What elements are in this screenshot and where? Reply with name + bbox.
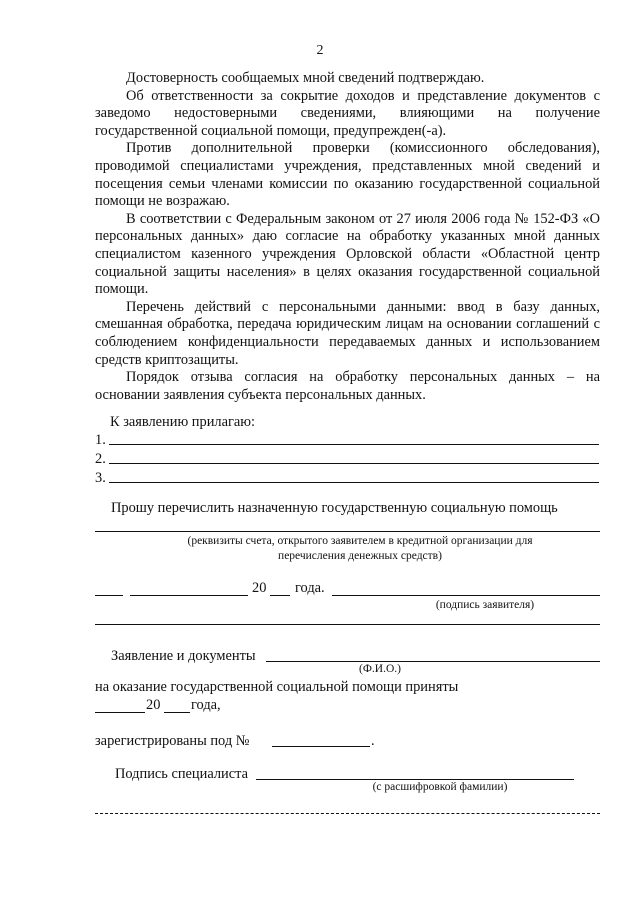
- transfer-request-text: Прошу перечислить назначенную государственную социальную помощь: [111, 500, 558, 516]
- fio-caption: (Ф.И.О.): [359, 663, 401, 675]
- registration-number-line[interactable]: [272, 746, 370, 747]
- attachment-line-3[interactable]: [109, 482, 599, 483]
- applicant-signature-caption: (подпись заявителя): [435, 599, 535, 611]
- specialist-caption: (с расшифровкой фамилии): [372, 781, 508, 793]
- applicant-signature-line[interactable]: [332, 595, 600, 596]
- accepted-year-line[interactable]: [164, 712, 190, 713]
- accepted-date-line[interactable]: [95, 712, 145, 713]
- attachments-heading: К заявлению прилагаю:: [110, 414, 256, 430]
- attachment-number-1: 1.: [95, 432, 106, 448]
- year-suffix: года.: [295, 580, 325, 596]
- attachment-line-1[interactable]: [109, 444, 599, 445]
- registered-label: зарегистрированы под №: [95, 733, 250, 749]
- specialist-label: Подпись специалиста: [115, 766, 248, 782]
- page-number: 2: [316, 43, 324, 58]
- cut-line-divider: [95, 813, 600, 814]
- paragraph-actions-list: Перечень действий с персональными данными: ввод в базу данных, смешанная обработка, передача юридическим лицам на основании соглашений с соблюдением конфиденциальности передаваемых данных и использованием средств криптозащиты.: [95, 298, 600, 368]
- paragraph-withdrawal: Порядок отзыва согласия на обработку персональных данных – на основании заявления субъекта персональных данных.: [95, 369, 600, 403]
- accepted-line2: на оказание государственной социальной помощи приняты: [95, 679, 459, 695]
- accepted-label: Заявление и документы: [111, 648, 256, 664]
- registered-end: .: [371, 733, 375, 749]
- attachment-number-2: 2.: [95, 451, 106, 467]
- paragraph-responsibility: Об ответственности за сокрытие доходов и представление документов с заведомо недостоверными сведениями, влияющими на получение государственной социальной помощи, предупрежден(-а).: [95, 87, 600, 139]
- applicant-extra-line[interactable]: [95, 624, 600, 625]
- accepted-year-prefix: 20: [146, 697, 161, 713]
- paragraph-confirmation: Достоверность сообщаемых мной сведений подтверждаю.: [126, 70, 485, 86]
- accepted-year-suffix: года,: [191, 697, 221, 713]
- year-prefix: 20: [252, 580, 267, 596]
- bank-details-caption: (реквизиты счета, открытого заявителем в кредитной организации для перечисления денежных средств): [187, 535, 533, 562]
- attachment-line-2[interactable]: [109, 463, 599, 464]
- paragraph-inspection: Против дополнительной проверки (комиссионного обследования), проводимой специалистами учреждения, представленных мной сведений и посещения семьи членами комиссии по оказанию государственной социальной помощи не возражаю.: [95, 140, 600, 210]
- consent-text: [95, 70, 600, 404]
- attachment-number-3: 3.: [95, 470, 106, 486]
- bank-details-line[interactable]: [95, 531, 600, 532]
- fio-line[interactable]: [266, 661, 600, 662]
- year-line[interactable]: [270, 595, 290, 596]
- day-line[interactable]: [95, 595, 123, 596]
- paragraph-personal-data-consent: В соответствии с Федеральным законом от 27 июля 2006 года № 152-ФЗ «О персональных данных» даю согласие на обработку указанных мной данных специалистом казенного учреждения Орловской области «Областной центр социальной защиты населения» в целях оказания государственной социальной помощи.: [95, 210, 600, 298]
- month-line[interactable]: [130, 595, 248, 596]
